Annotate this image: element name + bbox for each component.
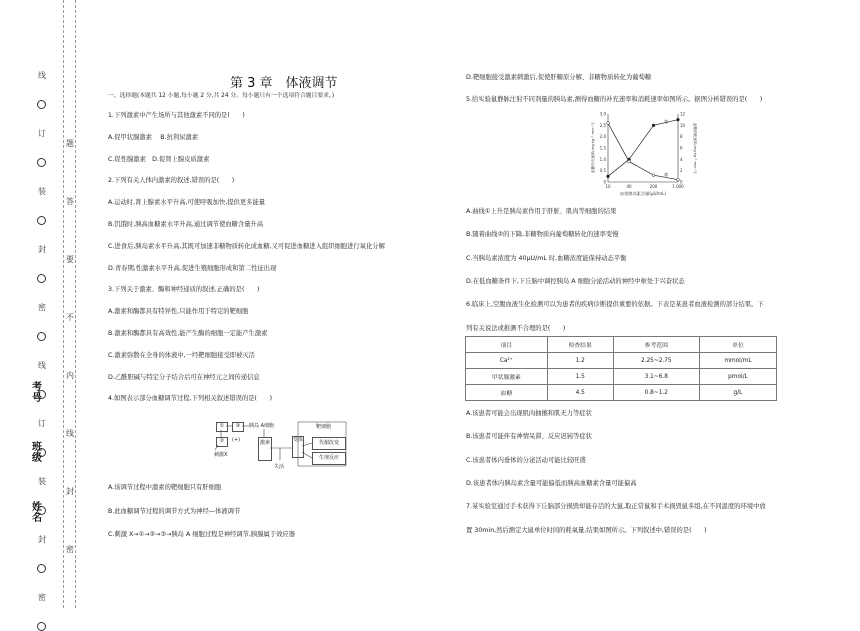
table-header-cell: 项目 [466, 337, 548, 353]
diagram-metabolic-change: 代谢改变 [312, 437, 346, 450]
table-header-cell: 参考范围 [613, 337, 699, 353]
x-tick: 1 000 [672, 184, 684, 189]
question-line: C.该患者体内垂体的分泌活动可能比较旺盛 [466, 456, 586, 464]
question-line: D.乙酰胆碱与特定分子结合后可在神经元之间传递信息 [108, 373, 260, 381]
binding-char: 要 [66, 255, 74, 264]
binding-hole [37, 564, 46, 573]
binding-hole [37, 216, 46, 225]
question-line: A.激素和酶都具有特异性,只能作用于特定的靶细胞 [108, 308, 249, 316]
table-row [466, 385, 777, 401]
insulin-chart [590, 108, 700, 204]
question-line: A.曲线①上升是胰岛素作用于肝脏、肌肉等细胞的结果 [466, 208, 617, 215]
diagram-node-2: ② [216, 437, 228, 447]
y-tick-right: 0 [680, 179, 683, 185]
binding-char: 密 [38, 303, 46, 312]
y-tick-left: 3.0 [599, 111, 606, 117]
series-point [628, 160, 631, 163]
question-line: D.在低血糖条件下,下丘脑中调控胰岛 A 细胞分泌活动的神经中枢处于兴奋状态 [466, 277, 685, 285]
question-line: 7.某实验室通过手术获得下丘脑部分损毁却能存活的大鼠,取正常鼠和手术损毁鼠多组,在不同温度的环境中放 [466, 503, 766, 511]
x-tick: 40 [626, 184, 632, 189]
series-point [652, 174, 655, 177]
blood-test-table [465, 336, 777, 401]
binding-hole [37, 274, 46, 283]
question-line: B.此血糖调节过程的调节方式为神经—体液调节 [108, 507, 241, 515]
series-line-2 [608, 123, 678, 180]
y-tick-right: 12 [680, 111, 686, 117]
table-cell: g/L [699, 385, 776, 401]
series-point [652, 124, 655, 127]
table-cell: 甲状腺激素 [466, 369, 548, 385]
question-line: D.该患者体内胰岛素含量可能偏低而胰高血糖素含量可能偏高 [466, 479, 637, 487]
y-tick-right: 6 [680, 145, 683, 151]
table-cell: 2.25~2.75 [613, 353, 699, 369]
y-tick-left: 1.5 [599, 145, 606, 151]
question-line: D.青春期,性激素水平升高,促进生殖细胞形成和第二性征出现 [108, 264, 277, 272]
binding-char: 线 [66, 429, 74, 438]
binding-char: 封 [38, 245, 46, 254]
binding-char: 装 [38, 477, 46, 486]
diagram-plus: (+) [232, 437, 241, 443]
chapter-title: 第 3 章 体液调节 [230, 76, 338, 91]
class-label: 班级 [32, 442, 42, 464]
y-tick-right: 4 [680, 156, 683, 162]
binding-line-inner [75, 0, 76, 608]
diagram-node-1: ① [216, 422, 228, 432]
y-axis-label-left: 血糖补充速率(mg·kg⁻¹·min⁻¹) [591, 122, 595, 174]
question-line: A.该患者可能会出现肌肉抽搐和肌无力等症状 [466, 410, 592, 417]
binding-char: 题 [66, 139, 74, 148]
table-header-row [466, 337, 777, 353]
series-point [607, 175, 610, 178]
table-cell: 1.2 [547, 353, 613, 369]
table-cell: 4.5 [547, 385, 613, 401]
diagram-stimulus-x: 刺激X [214, 452, 228, 458]
table-cell: 3.1~6.8 [613, 369, 699, 385]
question-line: 5.给实验鼠静脉注射不同剂量的胰岛素,测得血糖的补充速率和消耗速率如图所示。据图分析错误的是( ) [466, 96, 763, 103]
y-axis-label-right: 血糖消耗速率(mg·kg⁻¹·min⁻¹) [693, 122, 697, 174]
y-tick-left: 0.5 [599, 168, 606, 174]
question-line: A.运动时,肾上腺素水平升高,可使呼吸加快,提供更多能量 [108, 199, 266, 207]
diagram-hormone: 激素 [258, 437, 272, 461]
binding-char: 密 [66, 545, 74, 554]
binding-char: 订 [38, 419, 46, 428]
question-line: 置 30min,然后测定大鼠单位时间的耗氧量,结果如图所示。下列叙述中,错误的是( ) [466, 526, 707, 534]
binding-line-outer [63, 0, 64, 608]
diagram-receptor: 受体 [292, 436, 304, 458]
y-tick-left: 2.0 [599, 134, 606, 140]
table-header-cell: 检查结果 [547, 337, 613, 353]
binding-char: 内 [66, 371, 74, 380]
series-line-1 [608, 120, 678, 177]
series-label: ① [664, 119, 669, 126]
table-cell: Ca²⁺ [466, 353, 548, 369]
x-tick: 200 [649, 184, 658, 189]
diagram-node-3: ③ [232, 422, 244, 432]
binding-char: 密 [38, 593, 46, 602]
series-point [677, 118, 680, 121]
section-heading: 一、选择题(本题共 12 小题,每小题 2 分,共 24 分。每小题只有一个选项符合题目要求。) [108, 93, 335, 99]
question-line: C.促性腺激素 D.促肾上腺皮质激素 [108, 155, 210, 163]
exam-no-label: 考号 [32, 382, 42, 404]
diagram-inactivated: 失活 [274, 464, 285, 470]
question-line: 1.下列激素中产生场所与其他激素不同的是( ) [108, 112, 245, 119]
question-line: B.该患者可能伴有神情呆滞、反应迟钝等症状 [466, 433, 592, 441]
question-line: C.当胰岛素浓度为 40μU/mL 时,血糖浓度能保持动态平衡 [466, 254, 627, 262]
x-axis-label: 血浆胰岛素含量(μU/mL) [619, 191, 667, 196]
table-cell: 1.5 [547, 369, 613, 385]
binding-char: 装 [38, 187, 46, 196]
diagram-arrows [210, 418, 350, 470]
table-row [466, 353, 777, 369]
y-tick-right: 2 [680, 168, 683, 174]
question-line: B.随着曲线②的下降,非糖物质向葡萄糖转化的速率变慢 [466, 231, 619, 239]
table-cell: 血糖 [466, 385, 548, 401]
question-line: D.靶细胞接受激素刺激后,促使肝糖原分解、非糖物质转化为葡萄糖 [466, 74, 652, 81]
binding-char: 订 [38, 129, 46, 138]
x-tick: 10 [605, 184, 611, 189]
binding-char: 封 [66, 487, 74, 496]
y-tick-left: 2.5 [599, 122, 606, 128]
table-header-cell: 单位 [699, 337, 776, 353]
insulin-chart-svg [590, 108, 700, 204]
question-line: 2.下列有关人体内激素的叙述,错误的是( ) [108, 177, 235, 185]
name-label: 姓名 [32, 502, 42, 524]
table-cell: 0.8~1.2 [613, 385, 699, 401]
question-line: A.促甲状腺激素 B.抗利尿激素 [108, 133, 199, 141]
question-line: C.激素弥散在全身的体液中,一经靶细胞接受即被灭活 [108, 351, 255, 359]
binding-char: 封 [38, 535, 46, 544]
y-tick-right: 10 [680, 122, 686, 128]
series-point [677, 178, 680, 181]
question-line: C.进食后,胰岛素水平升高,其既可加速非糖物质转化成血糖,又可促进血糖进入组织细胞进行氧化分解 [108, 242, 385, 250]
diagram-islet-a-cell: 胰岛 A细胞 [249, 423, 275, 429]
question-line: B.激素和酶都具有高效性,能产生酶的细胞一定能产生激素 [108, 330, 268, 337]
diagram-physio-response: 生理反应 [312, 452, 346, 465]
diagram-target-cell: 靶细胞 [316, 424, 332, 430]
binding-hole [37, 622, 46, 631]
binding-char: 不 [66, 313, 74, 322]
table-cell: pmol/L [699, 369, 776, 385]
binding-char: 答 [66, 197, 74, 206]
question-line: 4.如图表示部分血糖调节过程,下列相关叙述错误的是( ) [108, 395, 273, 403]
question-line: 列有关说法或推测不合理的是( ) [466, 324, 566, 332]
binding-hole [37, 100, 46, 109]
y-tick-right: 8 [680, 134, 683, 140]
question-line: C.刺激 X→①→②→③→胰岛 A 细胞过程是神经调节,胰腺属于效应器 [108, 531, 296, 538]
question-line: 6.临床上,空腹血液生化检测可以为患者的疾病诊断提供重要的依据。下表是某患者血液检测的部分结果。下 [466, 301, 764, 309]
table-cell: mmol/mL [699, 353, 776, 369]
y-tick-left: 0 [603, 179, 606, 185]
binding-hole [37, 332, 46, 341]
question-line: 3.下列关于激素、酶和神经递质的叙述,正确的是( ) [108, 286, 260, 294]
y-tick-left: 1.0 [599, 156, 606, 162]
question-line: B.饥饿时,胰高血糖素水平升高,通过调节使血糖含量升高 [108, 221, 264, 228]
question-line: A.该调节过程中激素的靶细胞只有肝细胞 [108, 484, 222, 491]
binding-char: 线 [38, 361, 46, 370]
series-point [607, 122, 610, 125]
binding-char: 线 [38, 71, 46, 80]
series-label: ② [664, 172, 669, 179]
binding-hole [37, 158, 46, 167]
table-row [466, 369, 777, 385]
